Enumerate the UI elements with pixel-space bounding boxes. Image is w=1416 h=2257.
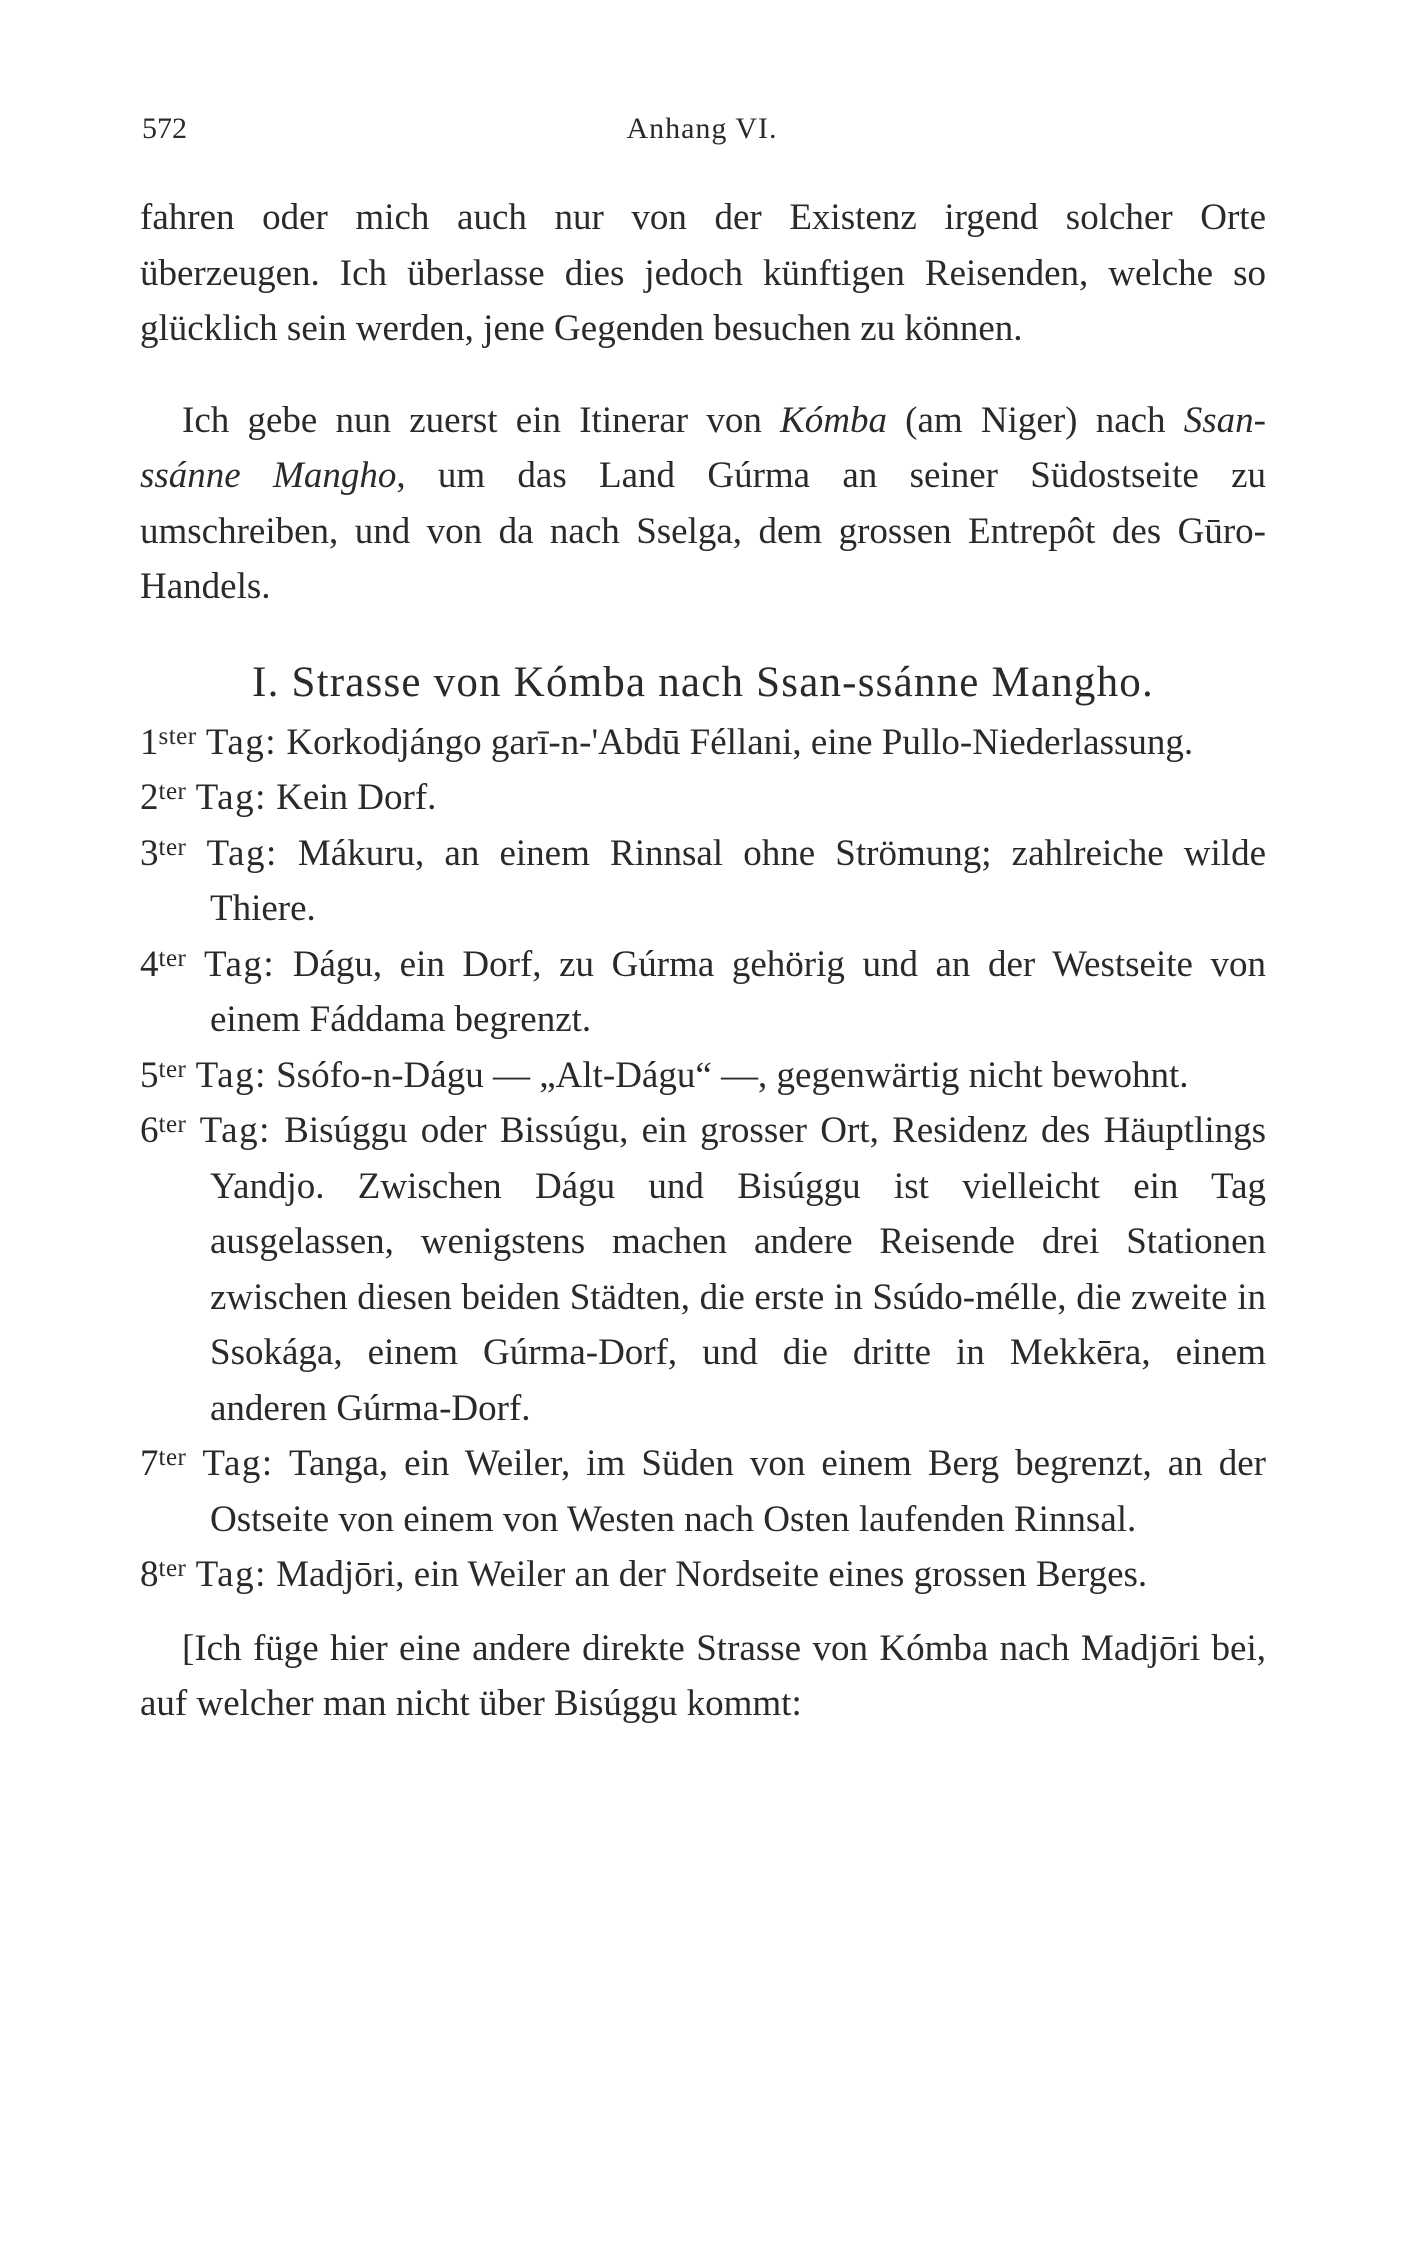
paragraph-itinerary-intro <box>140 393 1266 615</box>
intro-text-1: Ich gebe nun zuerst ein Itinerar von <box>182 399 781 441</box>
day-label: Tag: <box>206 832 278 874</box>
place-komba: Kómba <box>780 399 887 441</box>
intro-text-2: (am Niger) nach <box>886 399 1184 441</box>
day-text: Dágu, ein Dorf, zu Gúrma gehörig und an der Westseite von einem Fáddama begrenzt. <box>210 943 1267 1040</box>
page-number: 572 <box>142 112 187 145</box>
day-label: Tag: <box>195 1054 267 1096</box>
day-ordinal: ster <box>158 722 197 750</box>
day-label: Tag: <box>205 721 278 763</box>
day-text: Mákuru, an einem Rinnsal ohne Strömung; zahlreiche wilde Thiere. <box>210 832 1266 929</box>
day-entry <box>140 770 1266 826</box>
day-entry <box>140 937 1266 1048</box>
day-ordinal: ter <box>158 1055 187 1083</box>
day-number: 1 <box>140 721 159 763</box>
day-entry <box>140 715 1266 771</box>
day-entry <box>140 1048 1266 1104</box>
day-label: Tag: <box>199 1110 271 1151</box>
place-ssan-ssanne: Ssan-ssánne Mangho <box>140 399 1266 496</box>
day-number: 7 <box>140 1443 159 1484</box>
section-title: I. Strasse von Kómba nach Ssan-ssánne Mangho. <box>252 658 1154 706</box>
running-head: Anhang VI. <box>626 112 778 145</box>
day-ordinal: ter <box>158 1555 187 1582</box>
day-ordinal: ter <box>158 944 187 972</box>
day-text: Madjōri, ein Weiler an der Nordseite eines grossen Berges. <box>276 1554 1148 1595</box>
day-text: Ssófo-n-Dágu — „Alt-Dágu“ —, gegenwärtig nicht bewohnt. <box>276 1054 1189 1096</box>
day-entry <box>140 826 1266 937</box>
day-number: 8 <box>140 1554 159 1595</box>
day-number: 5 <box>140 1054 159 1096</box>
day-entry <box>140 1547 1266 1603</box>
day-entry <box>140 1436 1266 1547</box>
day-label: Tag: <box>203 943 276 985</box>
day-ordinal: ter <box>158 833 187 861</box>
day-number: 3 <box>140 832 159 874</box>
day-number: 6 <box>140 1110 159 1151</box>
day-label: Tag: <box>195 777 267 818</box>
day-ordinal: ter <box>158 1444 187 1471</box>
day-number: 2 <box>140 777 159 818</box>
page-body <box>140 190 1266 1732</box>
page-header <box>142 112 1262 152</box>
day-ordinal: ter <box>158 778 187 805</box>
day-text: Bisúggu oder Bissúgu, ein grosser Ort, Residenz des Häuptlings Yandjo. Zwischen Dágu und Bisúggu ist vielleicht ein Tag ausgelassen, wenigstens machen andere Reisende drei Stationen zwischen diesen beiden Städten, die erste in Ssúdo-mélle, die zweite in Ssokága, einem Gúrma-Dorf, und die dritte in Mekkēra, einem anderen Gúrma-Dorf. <box>210 1110 1266 1429</box>
intro-text-3: , um das Land Gúrma an seiner Südostseite zu umschreiben, und von da nach Sselga, dem grossen Entrepôt des Gūro-Handels. <box>140 455 1266 607</box>
day-ordinal: ter <box>158 1111 187 1138</box>
day-label: Tag: <box>195 1554 267 1595</box>
day-text: Tanga, ein Weiler, im Süden von einem Berg begrenzt, an der Ostseite von einem von Westen nach Osten laufenden Rinnsal. <box>210 1443 1266 1540</box>
day-text: Kein Dorf. <box>276 777 437 818</box>
paragraph-alternate-route: [Ich füge hier eine andere direkte Strasse von Kómba nach Madjōri bei, auf welcher man nicht über Bisúggu kommt: <box>140 1627 1266 1724</box>
day-label: Tag: <box>202 1443 274 1484</box>
day-text: Korkodjángo garī-n-'Abdū Féllani, eine Pullo-Niederlassung. <box>286 721 1194 763</box>
day-entry <box>140 1103 1266 1436</box>
paragraph-continuation: fahren oder mich auch nur von der Existenz irgend solcher Orte überzeugen. Ich überlasse dies jedoch künftigen Reisenden, welche so glücklich sein werden, jene Gegenden besuchen zu können. <box>140 197 1266 349</box>
day-number: 4 <box>140 943 159 985</box>
day-list <box>140 715 1266 1603</box>
